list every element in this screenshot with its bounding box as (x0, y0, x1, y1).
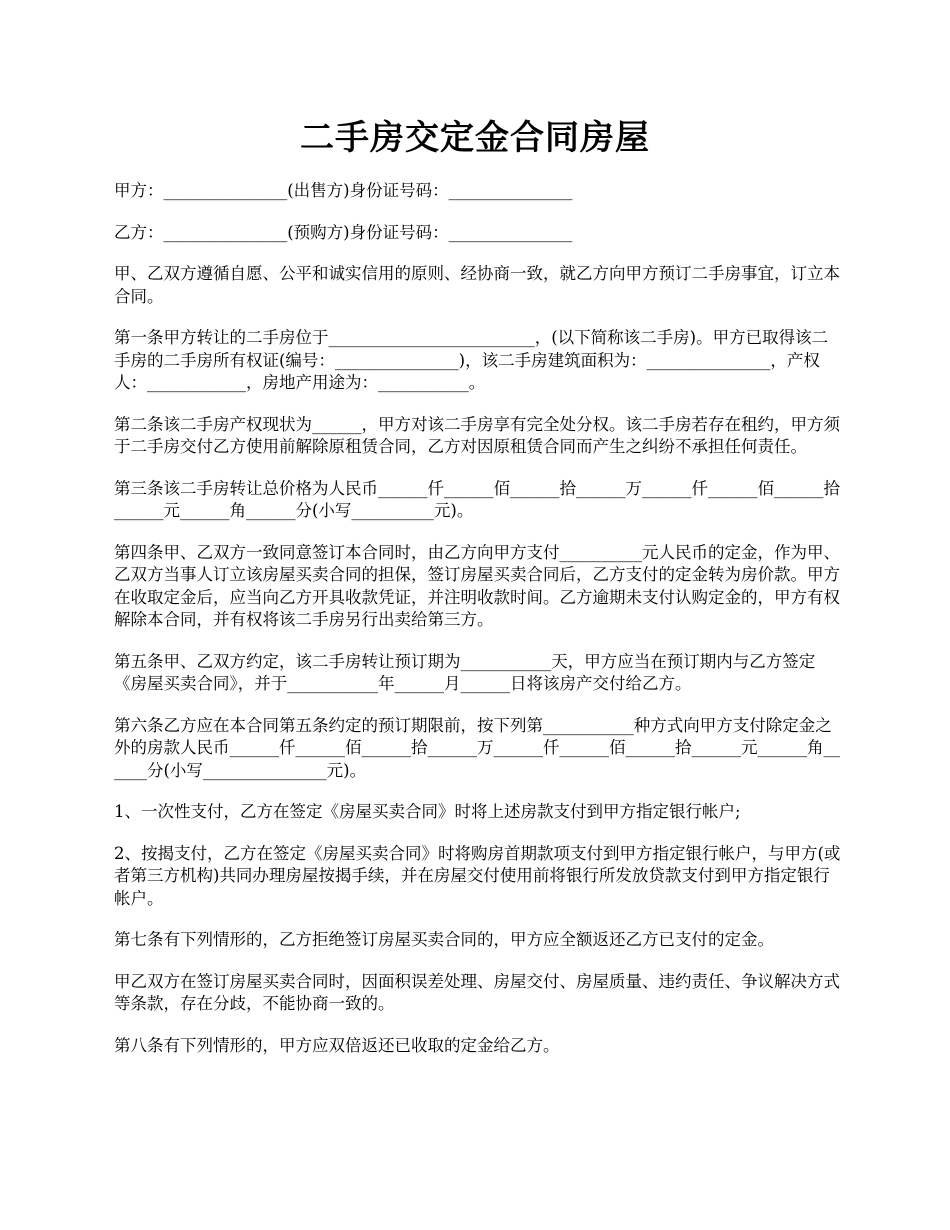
article-4-paragraph: 第四条甲、乙双方一致同意签订本合同时，由乙方向甲方支付__________元人民币的定金，作为甲、乙双方当事人订立该房屋买卖合同的担保，签订房屋买卖合同后，乙方支付的定金转为房价款。甲方在收取定金后，应当向乙方开具收款凭证，并注明收款时间。乙方逾期未支付认购定金的，甲方有权解除本合同，并有权将该二手房另行出卖给第三方。 (114, 542, 840, 629)
document-title: 二手房交定金合同房屋 (300, 118, 650, 158)
article-7-clause-paragraph: 甲乙双方在签订房屋买卖合同时，因面积误差处理、房屋交付、房屋质量、违约责任、争议解决方式等条款，存在分歧，不能协商一致的。 (114, 971, 840, 1013)
payment-option-2-paragraph: 2、按揭支付，乙方在签定《房屋买卖合同》时将购房首期款项支付到甲方指定银行帐户，与甲方(或者第三方机构)共同办理房屋按揭手续，并在房屋交付使用前将银行所发放贷款支付到甲方指定银行帐户。 (114, 843, 841, 908)
party-b-line: 乙方：_______________(预购方)身份证号码：_______________ (114, 222, 573, 242)
article-6-paragraph: 第六条乙方应在本合同第五条约定的预订期限前，按下列第___________种方式向甲方支付除定金之外的房款人民币______仟______佰______拾______万______仟______佰______拾______元______角______分(小写_______________元)。 (114, 715, 840, 780)
article-2-paragraph: 第二条该二手房产权现状为______，甲方对该二手房享有完全处分权。该二手房若存在租约，甲方须于二手房交付乙方使用前解除原租赁合同，乙方对因原租赁合同而产生之纠纷不承担任何责任。 (114, 414, 840, 456)
preamble-paragraph: 甲、乙双方遵循自愿、公平和诚实信用的原则、经协商一致，就乙方向甲方预订二手房事宜，订立本合同。 (114, 264, 840, 306)
party-a-line: 甲方：_______________(出售方)身份证号码：_______________ (114, 181, 573, 200)
article-3-paragraph: 第三条该二手房转让总价格为人民币______仟______佰______拾______万______仟______佰______拾______元______角______分(小写__________元)。 (114, 478, 840, 520)
payment-option-1-paragraph: 1、一次性支付，乙方在签定《房屋买卖合同》时将上述房款支付到甲方指定银行帐户; (114, 802, 741, 821)
article-1-paragraph: 第一条甲方转让的二手房位于_________________________，(以下简称该二手房)。甲方已取得该二手房的二手房所有权证(编号：_______________)，该二手房建筑面积为：_______________，产权人：____________，房地产用途为：___________。 (114, 328, 829, 392)
article-5-paragraph: 第五条甲、乙双方约定，该二手房转让预订期为___________天，甲方应当在预订期内与乙方签定《房屋买卖合同》，并于___________年______月______日将该房产交付给乙方。 (114, 651, 816, 693)
article-8-paragraph: 第八条有下列情形的，甲方应双倍返还已收取的定金给乙方。 (114, 1035, 560, 1055)
document-body (114, 180, 844, 1076)
article-7-paragraph: 第七条有下列情形的，乙方拒绝签订房屋买卖合同的，甲方应全额返还乙方已支付的定金。 (114, 930, 774, 949)
